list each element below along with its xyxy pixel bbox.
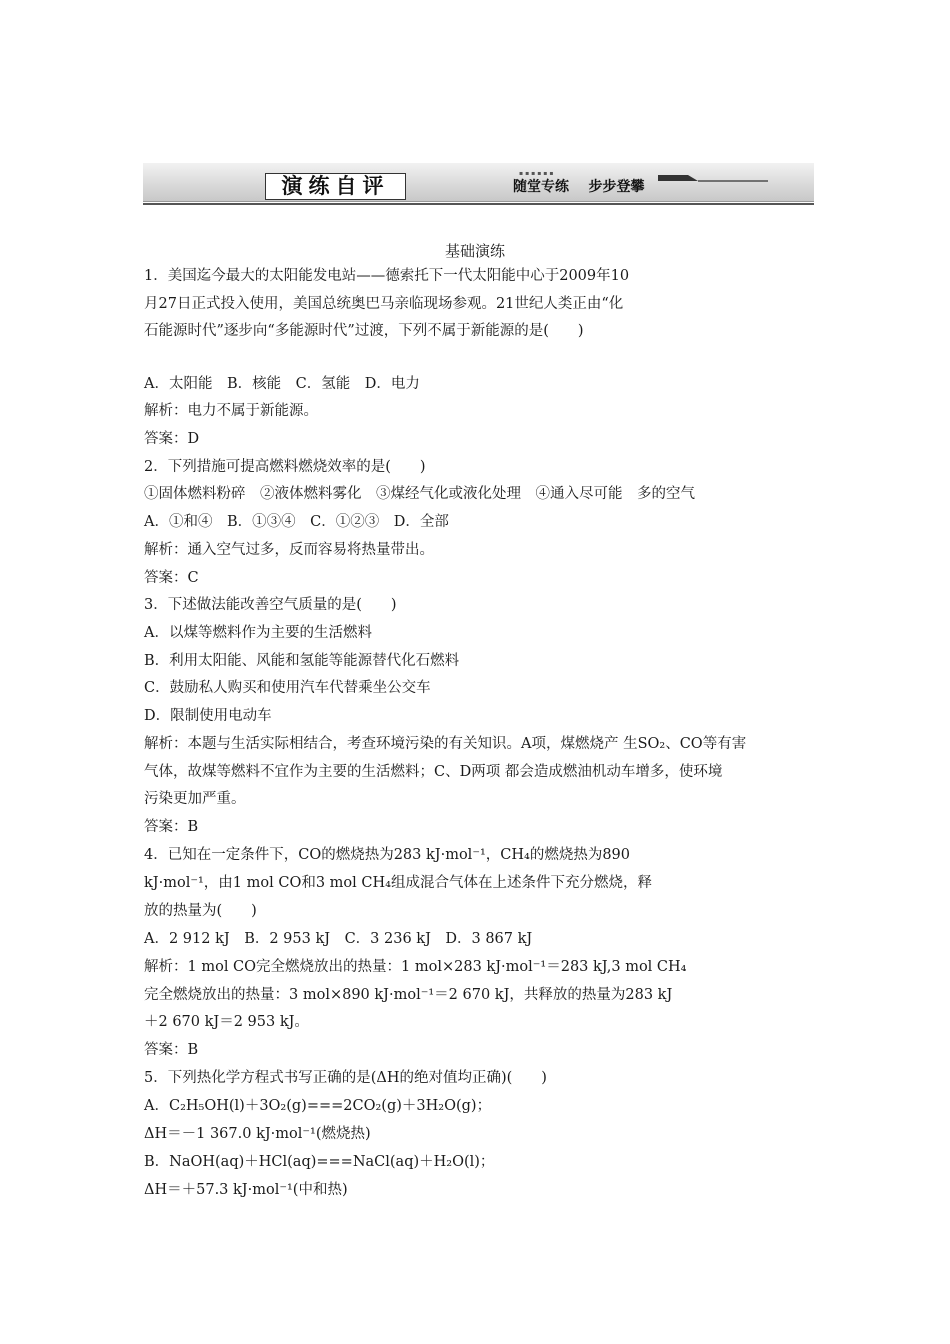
q1-stem-line-3: 石能源时代”逐步向“多能源时代”过渡，下列不属于新能源的是( ) (144, 323, 584, 339)
q5-option-a-enthalpy: ΔH＝－1 367.0 kJ·mol⁻¹(燃烧热) (144, 1126, 371, 1142)
q2-stem: 2．下列措施可提高燃料燃烧效率的是( ) (144, 459, 426, 475)
banner-rule (143, 203, 814, 205)
q4-stem-line-1: 4．已知在一定条件下，CO的燃烧热为283 kJ·mol⁻¹，CH₄的燃烧热为890 (144, 847, 631, 863)
q1-options: A．太阳能 B．核能 C．氢能 D．电力 (144, 376, 420, 392)
q3-option-a: A．以煤等燃料作为主要的生活燃料 (144, 625, 372, 641)
q4-analysis-line-1: 解析：1 mol CO完全燃烧放出的热量：1 mol×283 kJ·mol⁻¹＝283 kJ,3 mol CH₄ (144, 959, 687, 975)
q3-answer: 答案：B (144, 819, 199, 835)
q4-stem-line-2: kJ·mol⁻¹，由1 mol CO和3 mol CH₄组成混合气体在上述条件下充分燃烧，释 (144, 875, 652, 891)
q3-option-d: D．限制使用电动车 (144, 708, 272, 724)
q4-analysis-line-3: ＋2 670 kJ＝2 953 kJ。 (144, 1014, 309, 1030)
q1-answer: 答案：D (144, 431, 200, 447)
q3-option-b: B．利用太阳能、风能和氢能等能源替代化石燃料 (144, 653, 460, 669)
q1-stem-line-1: 1．美国迄今最大的太阳能发电站——德索托下一代太阳能中心于2009年10 (144, 268, 630, 284)
q1-analysis: 解析：电力不属于新能源。 (144, 403, 318, 419)
q4-answer: 答案：B (144, 1042, 199, 1058)
banner-arrow-decoration (658, 173, 768, 183)
q3-analysis-line-3: 污染更加严重。 (144, 791, 246, 807)
q2-items: ①固体燃料粉碎 ②液体燃料雾化 ③煤经气化或液化处理 ④通入尽可能 多的空气 (144, 486, 695, 502)
q2-answer: 答案：C (144, 570, 199, 586)
q2-analysis: 解析：通入空气过多，反而容易将热量带出。 (144, 542, 434, 558)
section-banner (143, 163, 814, 203)
q4-stem-line-3: 放的热量为( ) (144, 903, 257, 919)
q4-analysis-line-2: 完全燃烧放出的热量：3 mol×890 kJ·mol⁻¹＝2 670 kJ，共释放的热量为283 kJ (144, 987, 673, 1003)
banner-rule-thin (143, 201, 814, 202)
q3-option-c: C．鼓励私人购买和使用汽车代替乘坐公交车 (144, 680, 431, 696)
q5-option-a-equation: A．C₂H₅OH(l)＋3O₂(g)===2CO₂(g)＋3H₂O(g)； (144, 1098, 492, 1114)
q3-analysis-line-2: 气体，故煤等燃料不宜作为主要的生活燃料；C、D两项 都会造成燃油机动车增多，使环境 (144, 764, 723, 780)
q3-stem: 3．下述做法能改善空气质量的是( ) (144, 597, 397, 613)
q5-option-b-equation: B．NaOH(aq)＋HCl(aq)===NaCl(aq)＋H₂O(l)； (144, 1154, 495, 1170)
banner-slogan: 随堂专练 步步登攀 (513, 179, 645, 195)
banner-title-box: 演练自评 (265, 173, 406, 200)
banner-dots: ▪▪▪▪▪▪ (519, 170, 556, 177)
q1-stem-line-2: 月27日正式投入使用，美国总统奥巴马亲临现场参观。21世纪人类正由“化 (144, 296, 624, 312)
q5-option-b-enthalpy: ΔH＝＋57.3 kJ·mol⁻¹(中和热) (144, 1182, 348, 1198)
q3-analysis-line-1: 解析：本题与生活实际相结合，考查环境污染的有关知识。A项，煤燃烧产 生SO₂、CO等有害 (144, 736, 747, 752)
q4-options: A．2 912 kJ B．2 953 kJ C．3 236 kJ D．3 867 kJ (144, 931, 533, 947)
section-title: 基础演练 (444, 242, 505, 260)
q5-stem: 5．下列热化学方程式书写正确的是(ΔH的绝对值均正确)( ) (144, 1070, 547, 1086)
q2-options: A．①和④ B．①③④ C．①②③ D．全部 (144, 514, 449, 530)
